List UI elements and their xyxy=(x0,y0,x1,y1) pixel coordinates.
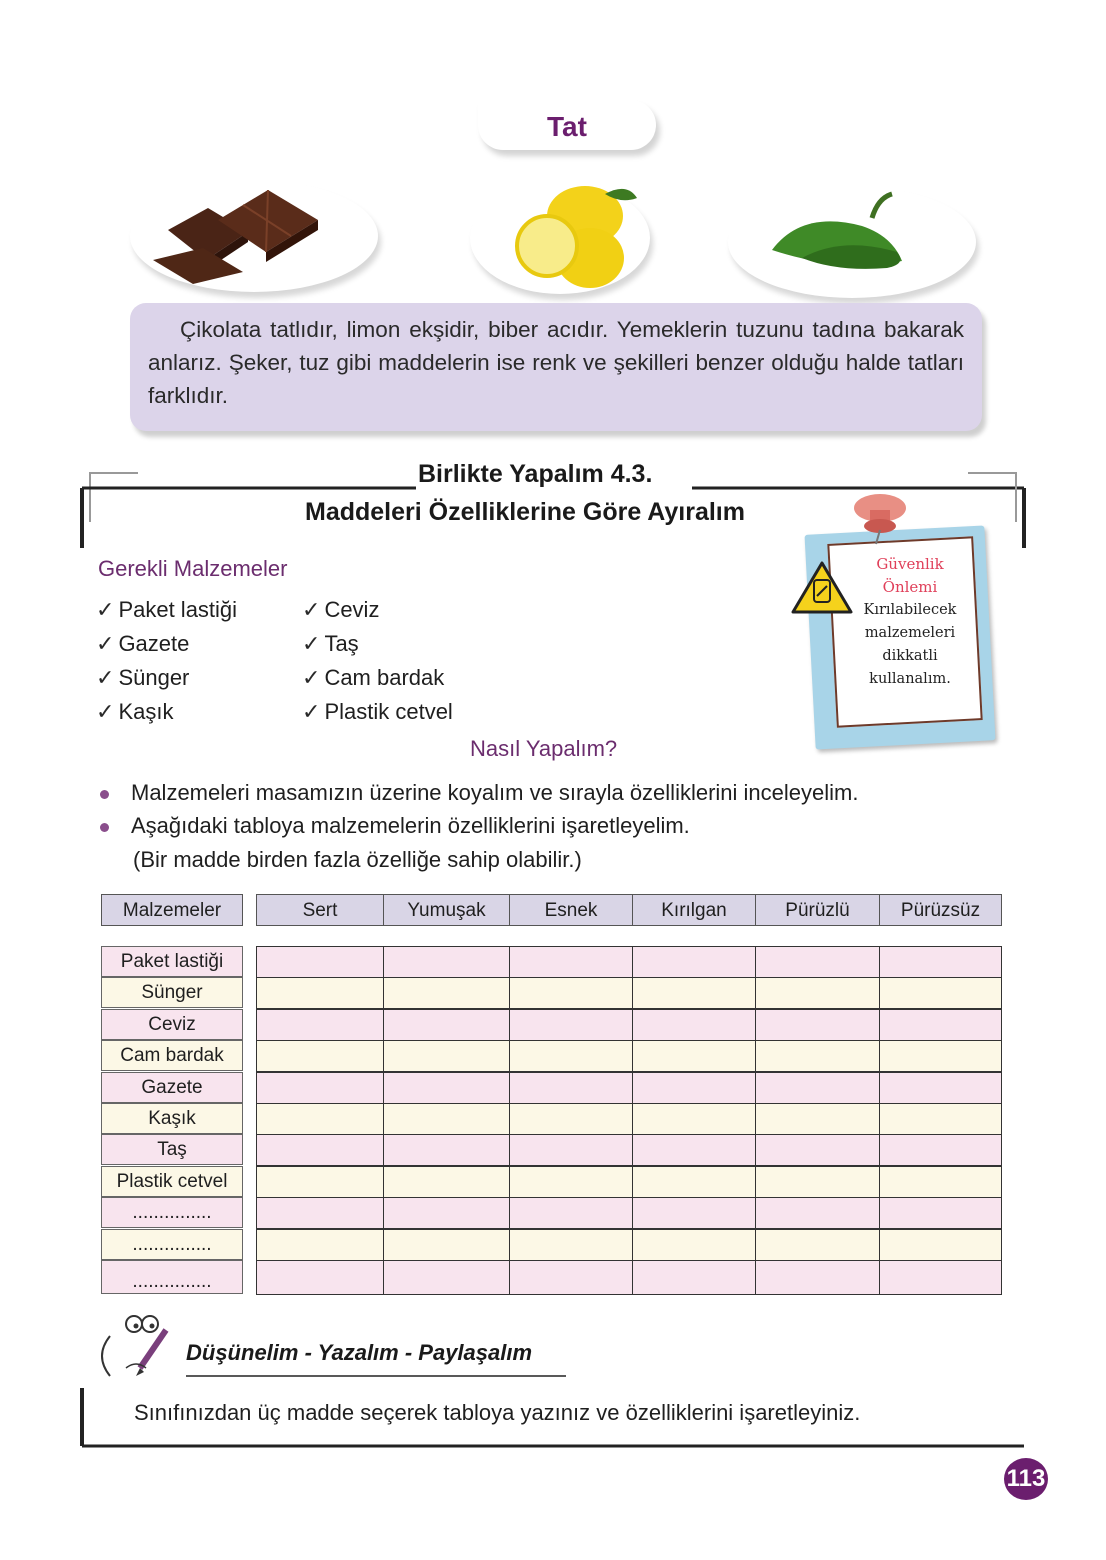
safety-text xyxy=(840,553,980,691)
table-cell[interactable] xyxy=(879,977,1002,1009)
row-label: Paket lastiği xyxy=(101,946,243,977)
table-cell[interactable] xyxy=(755,1229,880,1261)
table-cell[interactable] xyxy=(256,1072,384,1104)
table-cell[interactable] xyxy=(755,1260,880,1295)
table-cell[interactable] xyxy=(256,1040,384,1072)
column-header: Kırılgan xyxy=(632,894,756,926)
row-label: ............... xyxy=(101,1197,243,1228)
column-header: Sert xyxy=(256,894,384,926)
table-cell[interactable] xyxy=(879,1134,1002,1166)
list-item: ✓ Kaşık xyxy=(96,699,174,724)
table-cell[interactable] xyxy=(256,1134,384,1166)
thinking-pencil-icon xyxy=(96,1310,182,1380)
list-item: ✓ Ceviz xyxy=(302,597,380,622)
table-cell[interactable] xyxy=(755,1040,880,1072)
table-cell[interactable] xyxy=(632,1103,756,1135)
table-cell[interactable] xyxy=(509,1166,633,1198)
table-cell[interactable] xyxy=(256,946,384,978)
table-cell[interactable] xyxy=(256,1260,384,1295)
table-cell[interactable] xyxy=(879,1229,1002,1261)
list-item: ✓ Taş xyxy=(302,631,359,656)
table-cell[interactable] xyxy=(509,1040,633,1072)
table-cell[interactable] xyxy=(632,1229,756,1261)
step-note: (Bir madde birden fazla özelliğe sahip olabilir.) xyxy=(133,847,582,872)
table-cell[interactable] xyxy=(509,977,633,1009)
step-2: Aşağıdaki tabloya malzemelerin özelliklerini işaretleyelim. xyxy=(100,813,690,839)
table-cell[interactable] xyxy=(256,1166,384,1198)
row-label: Cam bardak xyxy=(101,1040,243,1071)
table-cell[interactable] xyxy=(383,1260,510,1295)
table-cell[interactable] xyxy=(383,1229,510,1261)
row-label: Plastik cetvel xyxy=(101,1166,243,1197)
safety-line: kullanalım. xyxy=(869,671,951,687)
list-item: ✓ Cam bardak xyxy=(302,665,445,690)
table-cell[interactable] xyxy=(256,977,384,1009)
table-cell[interactable] xyxy=(509,1103,633,1135)
safety-title-2: Önlemi xyxy=(882,578,938,596)
reflection-text: Sınıfınızdan üç madde seçerek tabloya yazınız ve özelliklerini işaretleyiniz. xyxy=(134,1400,861,1425)
table-cell[interactable] xyxy=(879,946,1002,978)
table-cell[interactable] xyxy=(755,1166,880,1198)
table-cell[interactable] xyxy=(632,1260,756,1295)
table-cell[interactable] xyxy=(509,1229,633,1261)
row-label: Gazete xyxy=(101,1072,243,1103)
table-cell[interactable] xyxy=(383,1009,510,1041)
materials-label: Gerekli Malzemeler xyxy=(98,556,288,581)
list-item: ✓ Paket lastiği xyxy=(96,597,238,622)
materials-col1 xyxy=(96,597,237,733)
table-cell[interactable] xyxy=(632,1040,756,1072)
table-cell[interactable] xyxy=(509,1260,633,1295)
table-cell[interactable] xyxy=(383,1103,510,1135)
safety-title-1: Güvenlik xyxy=(876,555,944,573)
list-item: ✓ Plastik cetvel xyxy=(302,699,453,724)
table-cell[interactable] xyxy=(383,1072,510,1104)
column-header: Pürüzlü xyxy=(755,894,880,926)
table-cell[interactable] xyxy=(879,1197,1002,1229)
howto-label: Nasıl Yapalım? xyxy=(470,736,618,761)
table-cell[interactable] xyxy=(755,946,880,978)
table-cell[interactable] xyxy=(383,1166,510,1198)
table-header-label: Malzemeler xyxy=(101,894,243,926)
column-header: Yumuşak xyxy=(383,894,510,926)
table-cell[interactable] xyxy=(383,977,510,1009)
table-cell[interactable] xyxy=(755,1197,880,1229)
table-cell[interactable] xyxy=(755,1134,880,1166)
safety-line: malzemeleri xyxy=(864,625,956,641)
table-cell[interactable] xyxy=(755,1072,880,1104)
list-item: ✓ Sünger xyxy=(96,665,190,690)
table-cell[interactable] xyxy=(755,1009,880,1041)
table-cell[interactable] xyxy=(632,1166,756,1198)
table-cell[interactable] xyxy=(383,946,510,978)
table-cell[interactable] xyxy=(383,1197,510,1229)
table-cell[interactable] xyxy=(509,1197,633,1229)
table-cell[interactable] xyxy=(632,946,756,978)
table-cell[interactable] xyxy=(879,1260,1002,1295)
safety-line: dikkatli xyxy=(882,648,938,664)
table-cell[interactable] xyxy=(256,1103,384,1135)
page-number: 113 xyxy=(1004,1458,1048,1500)
table-cell[interactable] xyxy=(755,1103,880,1135)
activity-heading: Birlikte Yapalım 4.3. xyxy=(418,460,653,488)
table-cell[interactable] xyxy=(879,1103,1002,1135)
table-cell[interactable] xyxy=(755,977,880,1009)
row-label: Ceviz xyxy=(101,1009,243,1040)
step-1: Malzemeleri masamızın üzerine koyalım ve sırayla özelliklerini inceleyelim. xyxy=(100,780,858,806)
materials-col2 xyxy=(302,597,453,733)
table-cell[interactable] xyxy=(256,1009,384,1041)
table-cell[interactable] xyxy=(509,1009,633,1041)
table-cell[interactable] xyxy=(256,1197,384,1229)
safety-line: Kırılabilecek xyxy=(863,602,957,618)
page-title: Tat xyxy=(478,100,656,150)
table-cell[interactable] xyxy=(632,1134,756,1166)
row-label: Kaşık xyxy=(101,1103,243,1134)
table-cell[interactable] xyxy=(879,1009,1002,1041)
activity-subheading: Maddeleri Özelliklerine Göre Ayıralım xyxy=(305,498,745,526)
table-cell[interactable] xyxy=(632,1072,756,1104)
table-cell[interactable] xyxy=(256,1229,384,1261)
table-cell[interactable] xyxy=(383,1134,510,1166)
row-label: Taş xyxy=(101,1134,243,1165)
list-item: ✓ Gazete xyxy=(96,631,190,656)
table-cell[interactable] xyxy=(509,946,633,978)
table-cell[interactable] xyxy=(632,1197,756,1229)
pushpin-icon xyxy=(840,486,920,546)
column-header: Pürüzsüz xyxy=(879,894,1002,926)
reflection-title: Düşünelim - Yazalım - Paylaşalım xyxy=(186,1340,533,1365)
table-cell[interactable] xyxy=(383,1040,510,1072)
bullet-icon xyxy=(100,790,109,799)
intro-text: Çikolata tatlıdır, limon ekşidir, biber acıdır. Yemeklerin tuzunu tadına bakarak anlarız. Şeker, tuz gibi maddelerin ise renk ve şekilleri benzer olduğu halde tatları farklıdır. xyxy=(148,317,964,408)
table-cell[interactable] xyxy=(879,1040,1002,1072)
table-cell[interactable] xyxy=(632,977,756,1009)
column-header: Esnek xyxy=(509,894,633,926)
table-cell[interactable] xyxy=(509,1072,633,1104)
bullet-icon xyxy=(100,823,109,832)
row-label: Sünger xyxy=(101,977,243,1008)
row-label: ............... xyxy=(101,1229,243,1260)
table-cell[interactable] xyxy=(879,1166,1002,1198)
row-label: ............... xyxy=(101,1260,243,1294)
table-cell[interactable] xyxy=(509,1134,633,1166)
table-cell[interactable] xyxy=(632,1009,756,1041)
table-cell[interactable] xyxy=(879,1072,1002,1104)
